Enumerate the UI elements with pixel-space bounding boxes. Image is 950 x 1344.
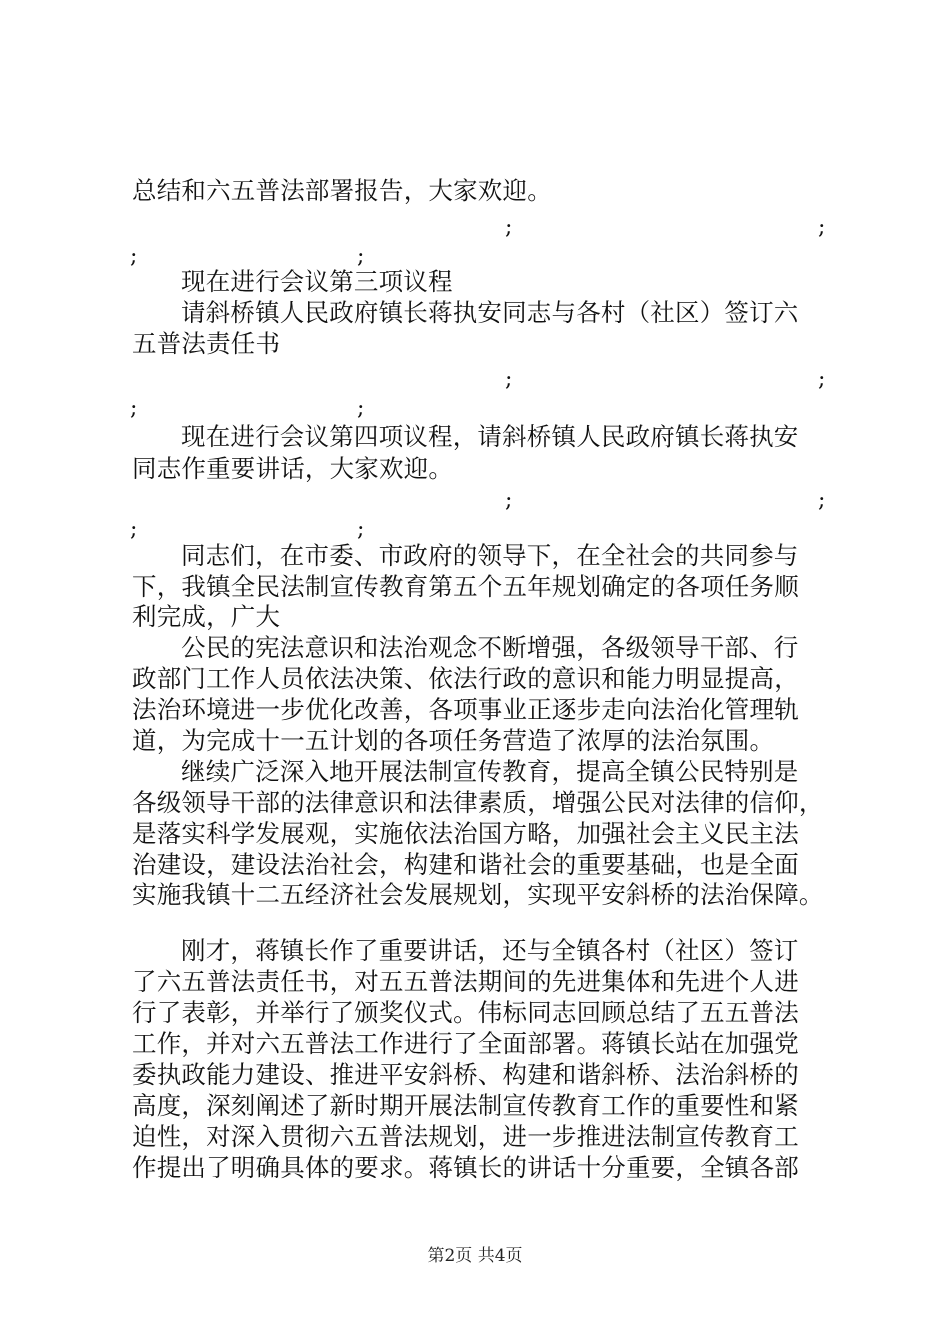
text-line: 下，我镇全民法制宣传教育第五个五年规划确定的各项任务顺 (132, 572, 799, 601)
text-line: 利完成，广大 (132, 602, 281, 631)
text-line: 现在进行会议第四项议程，请斜桥镇人民政府镇长蒋执安 (181, 422, 799, 451)
text-line: 治建设，建设法治社会，构建和谐社会的重要基础，也是全面 (132, 850, 799, 879)
text-line: 各级领导干部的法律意识和法律素质，增强公民对法律的信仰， (132, 788, 824, 817)
text-line: 了六五普法责任书，对五五普法期间的先进集体和先进个人进 (132, 967, 799, 996)
separator: ; (505, 367, 513, 392)
text-line: 实施我镇十二五经济社会发展规划，实现平安斜桥的法治保障。 (132, 880, 824, 909)
text-line: 刚才，蒋镇长作了重要讲话，还与全镇各村（社区）签订 (181, 936, 799, 965)
text-line: 委执政能力建设、推进平安斜桥、构建和谐斜桥、法治斜桥的 (132, 1060, 799, 1089)
separator: ; (818, 215, 826, 240)
separator: ; (130, 517, 138, 542)
text-line: 总结和六五普法部署报告，大家欢迎。 (132, 176, 552, 205)
text-line: 迫性，对深入贯彻六五普法规划，进一步推进法制宣传教育工 (132, 1122, 799, 1151)
text-line: 法治环境进一步优化改善，各项事业正逐步走向法治化管理轨 (132, 695, 799, 724)
text-line: 高度，深刻阐述了新时期开展法制宣传教育工作的重要性和紧 (132, 1091, 799, 1120)
separator: ; (818, 367, 826, 392)
page-footer: 第2页 共4页 (427, 1246, 523, 1266)
text-line: 五普法责任书 (132, 329, 281, 358)
separator: ; (505, 488, 513, 513)
text-line: 同志作重要讲话，大家欢迎。 (132, 454, 454, 483)
text-line: 同志们，在市委、市政府的领导下，在全社会的共同参与 (181, 541, 799, 570)
text-line: 工作，并对六五普法工作进行了全面部署。蒋镇长站在加强党 (132, 1029, 799, 1058)
text-line: 公民的宪法意识和法治观念不断增强，各级领导干部、行 (181, 633, 799, 662)
text-line: 作提出了明确具体的要求。蒋镇长的讲话十分重要，全镇各部 (132, 1153, 799, 1182)
separator: ; (130, 396, 138, 421)
text-line: 道，为完成十一五计划的各项任务营造了浓厚的法治氛围。 (132, 726, 775, 755)
text-line: 行了表彰，并举行了颁奖仪式。伟标同志回顾总结了五五普法 (132, 998, 799, 1027)
separator: ; (357, 244, 365, 269)
separator: ; (357, 396, 365, 421)
text-line: 政部门工作人员依法决策、依法行政的意识和能力明显提高， (132, 664, 799, 693)
separator: ; (505, 215, 513, 240)
text-line: 是落实科学发展观，实施依法治国方略，加强社会主义民主法 (132, 819, 799, 848)
text-line: 现在进行会议第三项议程 (181, 267, 453, 296)
text-line: 继续广泛深入地开展法制宣传教育，提高全镇公民特别是 (181, 757, 799, 786)
separator: ; (130, 244, 138, 269)
text-line: 请斜桥镇人民政府镇长蒋执安同志与各村（社区）签订六 (181, 298, 799, 327)
separator: ; (357, 517, 365, 542)
separator: ; (818, 488, 826, 513)
